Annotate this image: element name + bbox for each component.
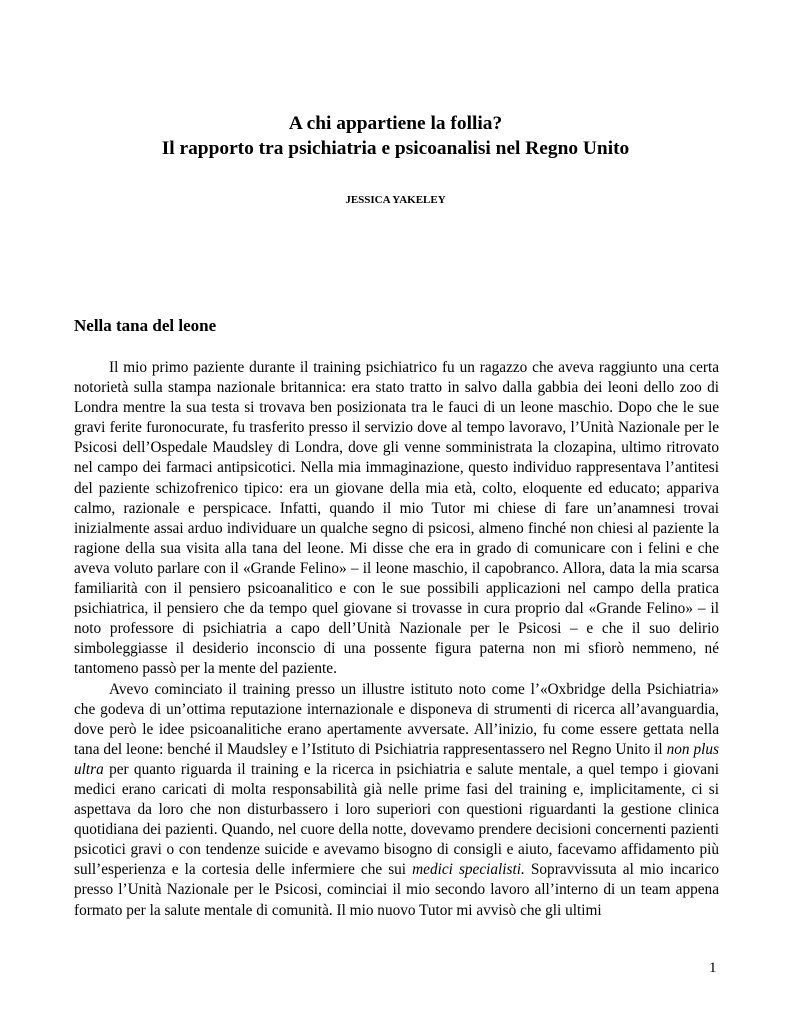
title-line-1: A chi appartiene la follia? [288,113,503,134]
paragraph-2-part-b: per quanto riguarda il training e la ricerca in psichiatria e salute mentale, a quel tempo i giovani medici erano caricati di molta responsabilità già nelle prime fasi del training e, implicitamente, ci si aspettava da loro che non disturbassero i loro superiori con questioni riguardanti la gestione clinica quotidiana dei pazienti. Quando, nel cuore della notte, dovevamo prendere decisioni concernenti pazienti psicotici gravi o con tendenze suicide e avevamo bisogno di consigli e aiuto, facevamo affidamento più sull’esperienza e la cortesia delle infermiere che sui [74,760,719,879]
paragraph-2-part-c: Sopravvissuta al mio incarico presso l’Unità Nazionale per le Psicosi, cominciai il mio secondo lavoro all’interno di un team appena formato per la salute mentale di comunità. Il mio nuovo Tutor mi avvisò che gli ultimi [74,861,719,919]
author-name: JESSICA YAKELEY [345,194,446,206]
section-heading: Nella tana del leone [74,316,217,335]
paragraph-1: Il mio primo paziente durante il training psichiatrico fu un ragazzo che aveva raggiunto una certa notorietà sulla stampa nazionale britannica: era stato tratto in salvo dalla gabbia dei leoni dello zoo di Londra mentre la sua testa si trovava ben posizionata tra le fauci di un leone maschio. Dopo che le sue gravi ferite furonocurate, fu trasferito presso il servizio dove al tempo lavoravo, l’Unità Nazionale per le Psicosi dell’Ospedale Maudsley di Londra, dove gli venne somministrata la clozapina, ultimo ritrovato nel campo dei farmaci antipsicotici. Nella mia immaginazione, questo individuo rappresentava l’antitesi del paziente schizofrenico tipico: era un giovane della mia età, colto, eloquente ed educato; appariva calmo, razionale e perspicace. Infatti, quando il mio Tutor mi chiese di fare un’anamnesi trovai inizialmente assai arduo individuare un qualche segno di psicosi, almeno finché non chiesi al paziente la ragione della sua visita alla tana del leone. Mi disse che era in grado di comunicare con i felini e che aveva voluto parlare con il «Grande Felino» – il leone maschio, il capobranco. Allora, data la mia scarsa familiarità con il pensiero psicoanalitico e con le sue possibili applicazioni nel campo della pratica psichiatrica, il pensiero che da tempo quel giovane si trovasse in cura proprio dal «Grande Felino» – il noto professore di psichiatria a capo dell’Unità Nazionale per le Psicosi – e che il suo delirio simboleggiasse il desiderio inconscio di una possente figura paterna non mi sfiorò nemmeno, né tantomeno passò per la mente del paziente. [74,359,719,678]
paragraph-2-italic-1: non plus ultra [74,740,719,778]
paragraph-2-italic-2: medici specialisti. [412,861,525,879]
title-line-2: Il rapporto tra psichiatria e psicoanalisi nel Regno Unito [161,138,630,159]
body-text [74,358,719,921]
paragraph-2 [74,680,719,921]
document-title [0,111,791,161]
paragraph-2-part-a: Avevo cominciato il training presso un illustre istituto noto come l’«Oxbridge della Psichiatria» che godeva di un’ottima reputazione internazionale e disponeva di strumenti di ricerca all’avanguardia, dove però le idee psicoanalitiche erano apertamente avversate. All’inizio, fu come essere gettata nella tana del leone: benché il Maudsley e l’Istituto di Psichiatria rappresentassero nel Regno Unito il [74,680,719,758]
page-number: 1 [709,960,717,976]
